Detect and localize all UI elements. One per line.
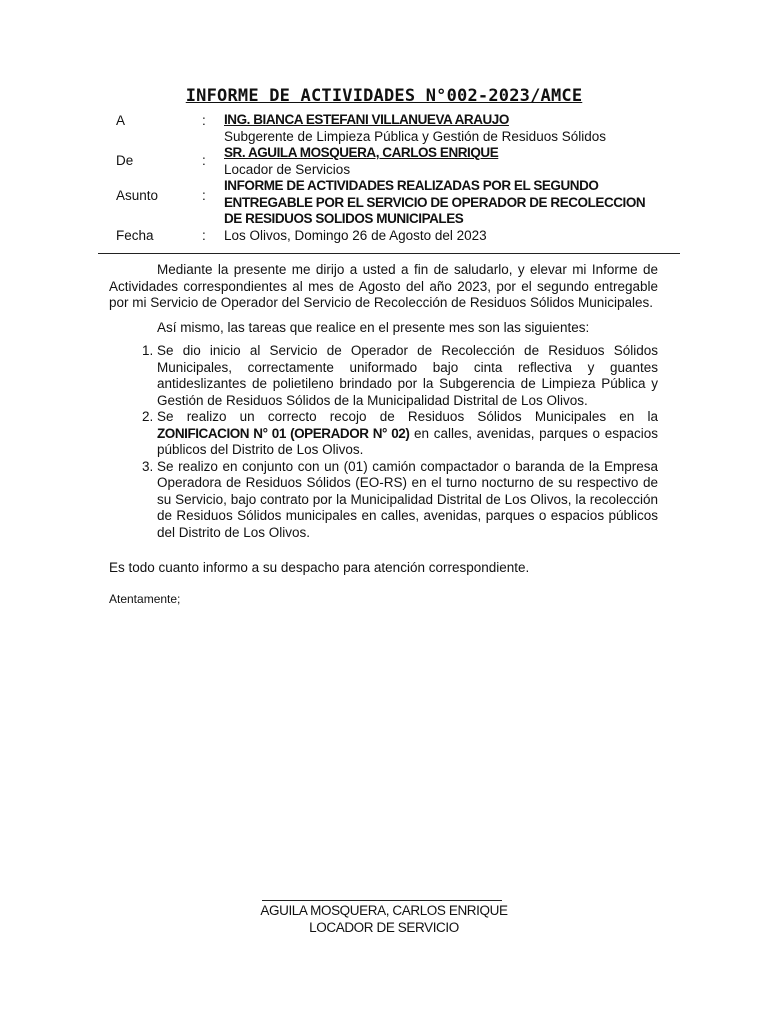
header-row-asunto [116, 178, 676, 228]
header-colon-asunto: : [202, 188, 206, 203]
sender-name: SR. AGUILA MOSQUERA, CARLOS ENRIQUE [224, 145, 499, 160]
header-colon-de: : [202, 153, 206, 168]
task-item-2-zone: ZONIFICACION N° 01 (OPERADOR N° 02) [157, 425, 410, 441]
signature-line [262, 900, 502, 901]
task-item-2 [157, 409, 658, 459]
subject-line-1: INFORME DE ACTIVIDADES REALIZADAS POR EL SEGUNDO [224, 178, 599, 193]
valediction: Atentamente; [109, 592, 181, 606]
tasks-list [109, 343, 658, 541]
header-colon-fecha: : [202, 227, 206, 243]
header-value-de [224, 145, 676, 178]
task-item-2-text-before: Se realizo un correcto recojo de Residuos Sólidos Municipales en la [157, 409, 658, 424]
tasks-intro-paragraph: Así mismo, las tareas que realice en el presente mes son las siguientes: [157, 319, 590, 335]
task-item-1-text: Se dio inicio al Servicio de Operador de Recolección de Residuos Sólidos Municipales, correctamente uniformado bajo cinta reflectiva y guantes antideslizantes de polietileno brindado por la Subgerencia de Limpieza Pública y Gestión de Residuos Sólidos de la Municipalidad Distrital de Los Olivos. [157, 343, 658, 408]
header-label-fecha: Fecha [116, 227, 154, 243]
task-item-3 [157, 459, 658, 542]
header-value-asunto [224, 178, 676, 228]
header-divider [98, 253, 680, 254]
header-value-fecha: Los Olivos, Domingo 26 de Agosto del 2023 [224, 227, 487, 243]
signatory-role: LOCADOR DE SERVICIO [309, 920, 459, 935]
header-row-a [116, 112, 676, 145]
closing-sentence: Es todo cuanto informo a su despacho para atención correspondiente. [109, 560, 530, 575]
header-value-a [224, 112, 676, 145]
task-item-3-text: Se realizo en conjunto con un (01) camión compactador o baranda de la Empresa Operadora de Residuos Sólidos (EO-RS) en el turno nocturno de su respectivo de su Servicio, bajo contrato por la Municipalidad Distrital de Los Olivos, la recolección de Residuos Sólidos municipales en calles, avenidas, parques o espacios públicos del Distrito de Los Olivos. [157, 458, 658, 540]
memo-header [116, 112, 676, 244]
intro-paragraph: Mediante la presente me dirijo a usted a fin de saludarlo, y elevar mi Informe de Actividades correspondientes al mes de Agosto del año 2023, por el segundo entregable por mi Servicio de Operador del Servicio de Recolección de Residuos Sólidos Municipales. [109, 262, 658, 310]
report-title: INFORME DE ACTIVIDADES N°002-2023/AMCE [185, 86, 583, 106]
task-item-1 [157, 343, 658, 409]
header-row-de [116, 145, 676, 178]
recipient-name: ING. BIANCA ESTEFANI VILLANUEVA ARAUJO [224, 112, 509, 127]
sender-position: Locador de Servicios [224, 161, 351, 177]
header-label-asunto: Asunto [116, 188, 159, 203]
header-label-de: De [116, 153, 134, 168]
report-body [109, 262, 658, 541]
subject-line-3: DE RESIDUOS SOLIDOS MUNICIPALES [224, 211, 464, 226]
task-item-2-text-after: en calles, avenidas, parques o espacios públicos del Distrito de Los Olivos. [157, 425, 659, 457]
recipient-position: Subgerente de Limpieza Pública y Gestión de Residuos Sólidos [224, 128, 606, 144]
header-row-fecha [116, 228, 676, 245]
signatory-name: AGUILA MOSQUERA, CARLOS ENRIQUE [260, 903, 508, 918]
header-colon-a: : [202, 113, 206, 128]
header-label-a: A [116, 113, 126, 128]
subject-line-2: ENTREGABLE POR EL SERVICIO DE OPERADOR DE RECOLECCION [224, 194, 646, 210]
